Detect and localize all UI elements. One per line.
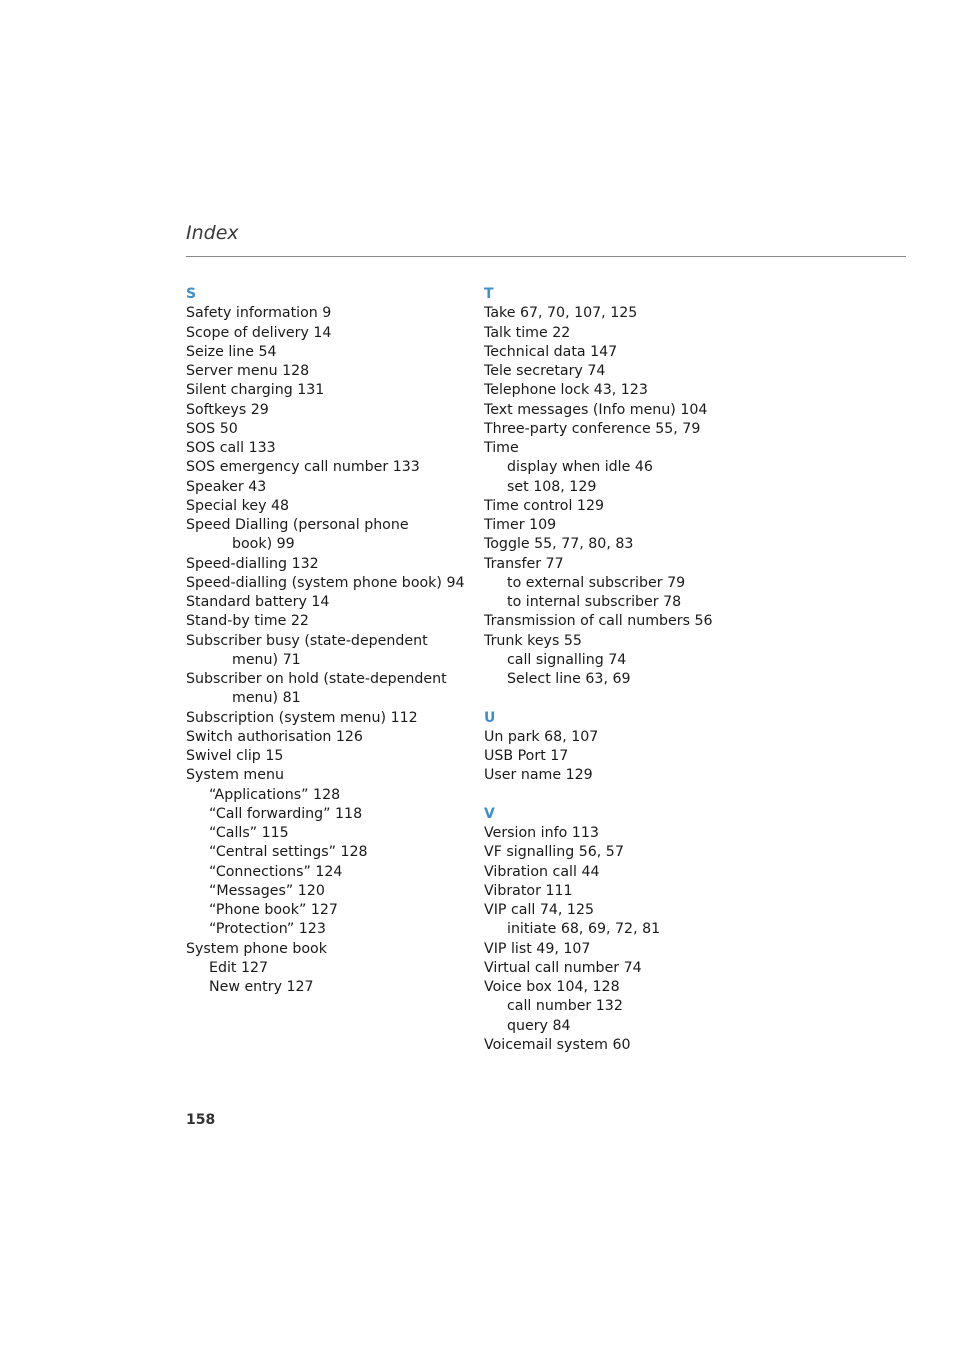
- index-entry: Seize line 54: [186, 343, 277, 360]
- index-entry: Toggle 55, 77, 80, 83: [484, 536, 634, 553]
- index-entry: Vibration call 44: [484, 863, 600, 880]
- index-entry-continuation: menu) 71: [232, 651, 301, 668]
- index-subentry: Edit 127: [209, 959, 269, 976]
- index-entry: SOS 50: [186, 420, 238, 437]
- index-entry: Subscriber on hold (state-dependent: [186, 671, 447, 687]
- index-entry: Transfer 77: [484, 555, 564, 572]
- index-subentry: “Protection” 123: [209, 921, 326, 938]
- index-entry: Time: [484, 440, 519, 456]
- index-entry: Take 67, 70, 107, 125: [484, 305, 638, 322]
- page-title: Index: [186, 222, 239, 244]
- index-entry: Transmission of call numbers 56: [484, 613, 713, 630]
- index-entry: Telephone lock 43, 123: [484, 382, 648, 399]
- index-subentry: “Call forwarding” 118: [209, 805, 363, 822]
- section-letter: S: [186, 286, 197, 302]
- index-subentry: to external subscriber 79: [507, 574, 686, 591]
- index-subentry: display when idle 46: [507, 459, 653, 476]
- index-entry: Safety information 9: [186, 305, 332, 322]
- index-entry: Server menu 128: [186, 363, 310, 379]
- index-subentry: query 84: [507, 1017, 571, 1034]
- index-subentry: to internal subscriber 78: [507, 594, 682, 610]
- index-entry-continuation: menu) 81: [232, 690, 301, 707]
- index-subentry: call number 132: [507, 998, 623, 1015]
- index-entry: Un park 68, 107: [484, 728, 599, 745]
- index-entry: SOS emergency call number 133: [186, 459, 420, 476]
- index-entry-continuation: book) 99: [232, 536, 295, 553]
- index-entry: System menu: [186, 767, 284, 784]
- section-letter: V: [484, 805, 495, 822]
- index-subentry: “Applications” 128: [209, 786, 341, 803]
- index-entry: Speaker 43: [186, 478, 267, 495]
- index-entry: VF signalling 56, 57: [484, 844, 624, 861]
- index-subentry: set 108, 129: [507, 478, 597, 495]
- index-entry: VIP list 49, 107: [484, 940, 591, 957]
- index-entry: Vibrator 111: [484, 882, 573, 899]
- section-spacer: [484, 689, 769, 708]
- index-entry: Tele secretary 74: [484, 363, 606, 379]
- index-entry: Scope of delivery 14: [186, 324, 332, 341]
- index-subentry: New entry 127: [209, 979, 314, 995]
- index-entry: Softkeys 29: [186, 401, 269, 418]
- index-entry: Version info 113: [484, 825, 599, 841]
- index-subentry: “Messages” 120: [209, 882, 325, 899]
- index-subentry: Select line 63, 69: [507, 671, 631, 687]
- index-entry: User name 129: [484, 767, 593, 784]
- index-entry: Three-party conference 55, 79: [484, 420, 701, 437]
- index-entry: Subscription (system menu) 112: [186, 709, 418, 726]
- index-entry: Subscriber busy (state-dependent: [186, 632, 428, 649]
- section-spacer: [484, 786, 769, 805]
- index-entry: VIP call 74, 125: [484, 902, 594, 918]
- index-entry: Virtual call number 74: [484, 959, 642, 976]
- index-subentry: initiate 68, 69, 72, 81: [507, 921, 661, 938]
- index-entry: Swivel clip 15: [186, 748, 284, 764]
- index-entry: Speed-dialling 132: [186, 555, 319, 572]
- index-column-left: [186, 285, 471, 997]
- index-column-right: [484, 285, 769, 1055]
- index-subentry: “Central settings” 128: [209, 844, 368, 861]
- index-entry: Time control 129: [484, 497, 604, 514]
- index-entry: Voicemail system 60: [484, 1036, 631, 1053]
- index-entry: Speed-dialling (system phone book) 94: [186, 574, 465, 591]
- index-entry: SOS call 133: [186, 440, 276, 456]
- index-subentry: “Phone book” 127: [209, 902, 338, 918]
- index-entry: Standard battery 14: [186, 594, 330, 610]
- index-subentry: call signalling 74: [507, 651, 627, 668]
- section-letter: U: [484, 709, 496, 726]
- index-entry: Timer 109: [484, 517, 557, 533]
- section-letter: T: [484, 286, 494, 302]
- index-entry: System phone book: [186, 940, 327, 957]
- index-entry: Speed Dialling (personal phone: [186, 517, 409, 533]
- index-entry: Stand-by time 22: [186, 613, 309, 630]
- index-subentry: “Connections” 124: [209, 863, 343, 880]
- index-entry: Talk time 22: [484, 324, 571, 341]
- index-entry: Voice box 104, 128: [484, 979, 620, 995]
- index-entry: Trunk keys 55: [484, 632, 582, 649]
- index-entry: USB Port 17: [484, 748, 569, 764]
- index-entry: Switch authorisation 126: [186, 728, 363, 745]
- index-entry: Silent charging 131: [186, 382, 325, 399]
- index-subentry: “Calls” 115: [209, 825, 289, 841]
- index-entry: Text messages (Info menu) 104: [484, 401, 708, 418]
- index-entry: Special key 48: [186, 497, 290, 514]
- header-divider: [186, 256, 906, 257]
- page-number: 158: [186, 1112, 216, 1128]
- index-entry: Technical data 147: [484, 343, 618, 360]
